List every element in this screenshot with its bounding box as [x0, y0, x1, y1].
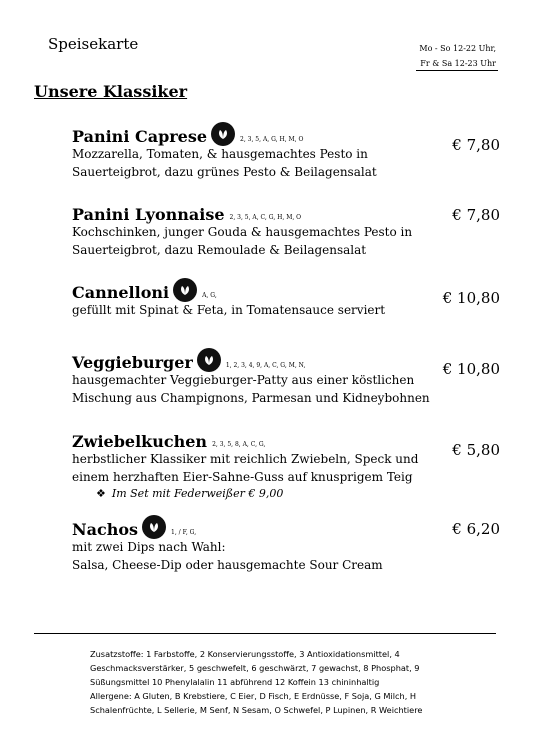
set-bullet-icon: ❖: [96, 487, 106, 500]
description-line: Salsa, Cheese-Dip oder hausgemachte Sour Cream: [72, 557, 383, 572]
description-line: Mischung aus Champignons, Parmesan und Kidneybohnen: [72, 390, 430, 405]
item-description: [72, 451, 452, 486]
item-name: Panini Lyonnaise: [72, 205, 225, 224]
veggie-leaf-icon: [197, 348, 221, 372]
veggie-leaf-icon: [173, 278, 197, 302]
item-allergens: 2, 3, 5, A, G, H, M, O: [240, 136, 304, 143]
description-line: mit zwei Dips nach Wahl:: [72, 540, 226, 554]
item-price: € 7,80: [452, 136, 500, 154]
section-title: Unsere Klassiker: [34, 82, 188, 101]
legend-line: Geschmacksverstärker, 5 geschwefelt, 6 geschwärzt, 7 gewachst, 8 Phosphat, 9: [90, 663, 420, 673]
item-allergens: 2, 3, 5, A, C, G, H, M, O: [229, 214, 302, 221]
item-price: € 10,80: [442, 360, 500, 378]
legend-line: Zusatzstoffe: 1 Farbstoffe, 2 Konservierungsstoffe, 3 Antioxidationsmittel, 4: [90, 649, 400, 659]
description-line: Kochschinken, junger Gouda & hausgemachtes Pesto in: [72, 225, 413, 239]
set-offer: [96, 487, 452, 500]
menu-title: Speisekarte: [48, 35, 139, 53]
menu-item-panini-caprese: [72, 122, 452, 181]
description-line: herbstlicher Klassiker mit reichlich Zwiebeln, Speck und: [72, 452, 419, 466]
description-line: hausgemachter Veggieburger-Patty aus einer köstlichen: [72, 373, 415, 387]
item-price: € 7,80: [452, 206, 500, 224]
item-name: Veggieburger: [72, 353, 193, 372]
menu-item-panini-lyonnaise: [72, 205, 452, 259]
hours-divider: [416, 70, 498, 71]
veggie-leaf-icon: [211, 122, 235, 146]
set-offer-text: Im Set mit Federweißer € 9,00: [111, 487, 284, 500]
menu-item-zwiebelkuchen: [72, 432, 452, 500]
item-allergens: 2, 3, 5, 8, A, C, G,: [212, 441, 266, 448]
item-name-row: [72, 122, 452, 146]
veggie-leaf-icon: [142, 515, 166, 539]
item-name-row: [72, 515, 452, 539]
opening-hours-weekend: Fr & Sa 12-23 Uhr: [420, 59, 496, 68]
item-name-row: [72, 278, 452, 302]
item-description: [72, 302, 452, 320]
item-allergens: 1, / F, G,: [171, 529, 197, 536]
item-name: Nachos: [72, 520, 139, 539]
opening-hours-weekdays: Mo - So 12-22 Uhr,: [419, 44, 496, 53]
item-description: [72, 372, 452, 407]
footer-divider: [34, 633, 496, 634]
item-price: € 6,20: [452, 520, 500, 538]
item-description: [72, 539, 452, 574]
legend-line: Schalenfrüchte, L Sellerie, M Senf, N Sesam, O Schwefel, P Lupinen, R Weichtiere: [90, 705, 423, 715]
item-allergens: 1, 2, 3, 4, 9, A, C, G, M, N,: [225, 362, 306, 369]
legend-line: Süßungsmittel 10 Phenylalalin 11 abführend 12 Koffein 13 chininhaltig: [90, 677, 380, 687]
item-price: € 10,80: [442, 289, 500, 307]
item-name-row: [72, 432, 452, 451]
menu-item-veggieburger: [72, 348, 452, 407]
description-line: gefüllt mit Spinat & Feta, in Tomatensauce serviert: [72, 303, 386, 317]
item-name: Zwiebelkuchen: [72, 432, 208, 451]
legend-line: Allergene: A Gluten, B Krebstiere, C Eier, D Fisch, E Erdnüsse, F Soja, G Milch, H: [90, 691, 417, 701]
item-name: Cannelloni: [72, 283, 170, 302]
item-name-row: [72, 348, 452, 372]
item-description: [72, 146, 452, 181]
menu-item-cannelloni: [72, 278, 452, 320]
description-line: Sauerteigbrot, dazu grünes Pesto & Beilagensalat: [72, 164, 377, 179]
item-name: Panini Caprese: [72, 127, 208, 146]
menu-item-nachos: [72, 515, 452, 574]
item-price: € 5,80: [452, 441, 500, 459]
item-description: [72, 224, 452, 259]
description-line: Mozzarella, Tomaten, & hausgemachtes Pesto in: [72, 147, 368, 161]
description-line: einem herzhaften Eier-Sahne-Guss auf knusprigem Teig: [72, 469, 413, 484]
item-name-row: [72, 205, 452, 224]
additives-allergens-legend: [90, 647, 460, 717]
item-allergens: A, G,: [202, 292, 217, 299]
description-line: Sauerteigbrot, dazu Remoulade & Beilagensalat: [72, 242, 367, 257]
